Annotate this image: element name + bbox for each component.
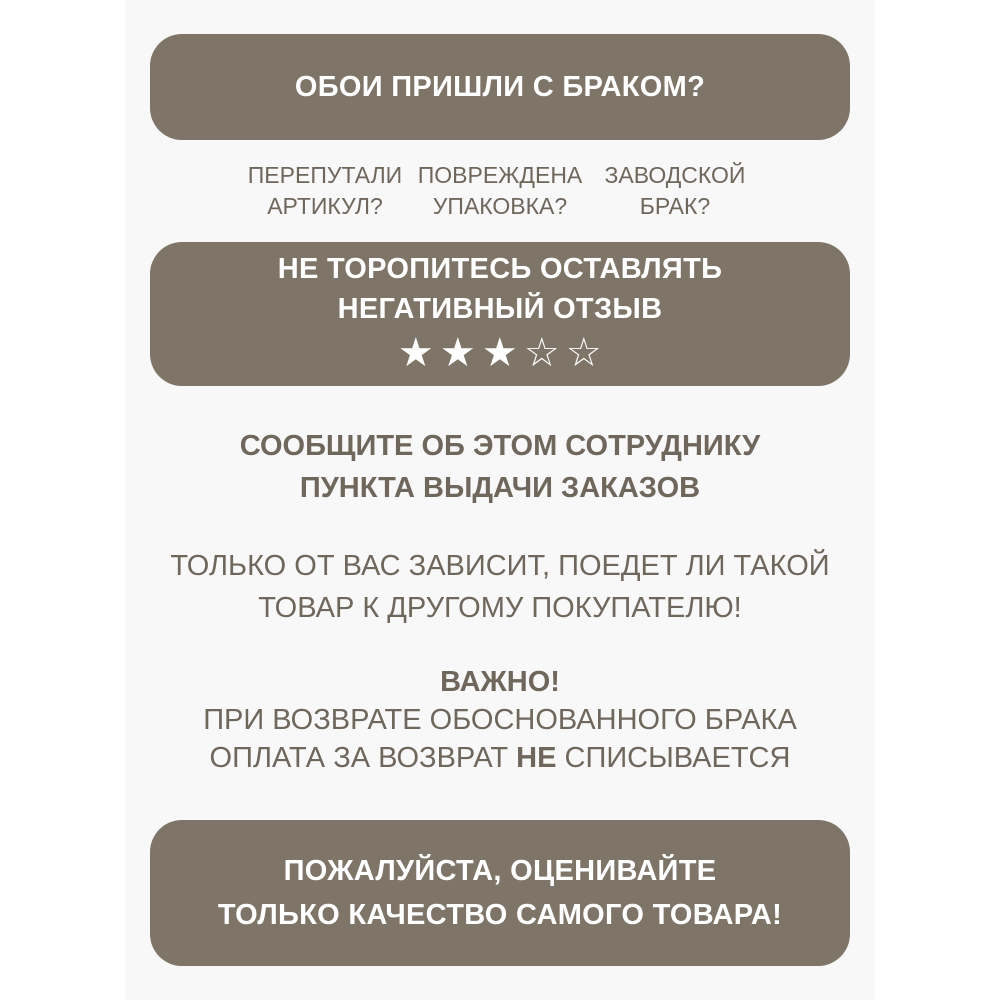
reason-line: ПЕРЕПУТАЛИ [247,162,403,188]
star-filled-icon: ★ [439,331,477,375]
report-line: СООБЩИТЕ ОБ ЭТОМ СОТРУДНИКУ [239,430,761,462]
important-line: ПРИ ВОЗВРАТЕ ОБОСНОВАННОГО БРАКА [203,704,797,736]
important-line-2 [125,739,875,777]
star-outline-icon: ☆ [565,331,603,375]
review-line: НЕ ТОРОПИТЕСЬ ОСТАВЛЯТЬ [277,253,723,285]
important-emphasis: НЕ [516,742,557,774]
footer-banner [150,820,850,966]
star-filled-icon: ★ [481,331,519,375]
footer-line: ПОЖАЛУЙСТА, ОЦЕНИВАЙТЕ [283,855,717,887]
star-filled-icon: ★ [397,331,435,375]
review-banner [150,242,850,386]
report-message [125,425,875,509]
depends-line: ТОВАР К ДРУГОМУ ПОКУПАТЕЛЮ! [258,592,742,624]
reason-item-article [240,160,410,222]
important-heading: ВАЖНО! [440,666,560,698]
important-text: ОПЛАТА ЗА ВОЗВРАТ [209,742,517,774]
reason-line: УПАКОВКА? [432,193,568,219]
depends-message [125,545,875,629]
depends-line: ТОЛЬКО ОТ ВАС ЗАВИСИТ, ПОЕДЕТ ЛИ ТАКОЙ [170,550,830,582]
reason-line: АРТИКУЛ? [267,193,383,219]
reason-line: ПОВРЕЖДЕНА [417,162,583,188]
reason-item-defect [590,160,760,222]
important-text: СПИСЫВАЕТСЯ [556,742,791,774]
header-banner [150,34,850,140]
reasons-list [240,160,760,222]
header-title: ОБОИ ПРИШЛИ С БРАКОМ? [294,70,706,103]
star-outline-icon: ☆ [523,331,561,375]
important-notice [125,663,875,777]
reason-item-package [415,160,585,222]
reason-line: ЗАВОДСКОЙ [604,162,746,188]
star-rating [396,333,604,373]
report-line: ПУНКТА ВЫДАЧИ ЗАКАЗОВ [299,472,701,504]
review-line: НЕГАТИВНЫЙ ОТЗЫВ [337,293,663,325]
reason-line: БРАК? [639,193,711,219]
footer-line: ТОЛЬКО КАЧЕСТВО САМОГО ТОВАРА! [217,899,783,931]
